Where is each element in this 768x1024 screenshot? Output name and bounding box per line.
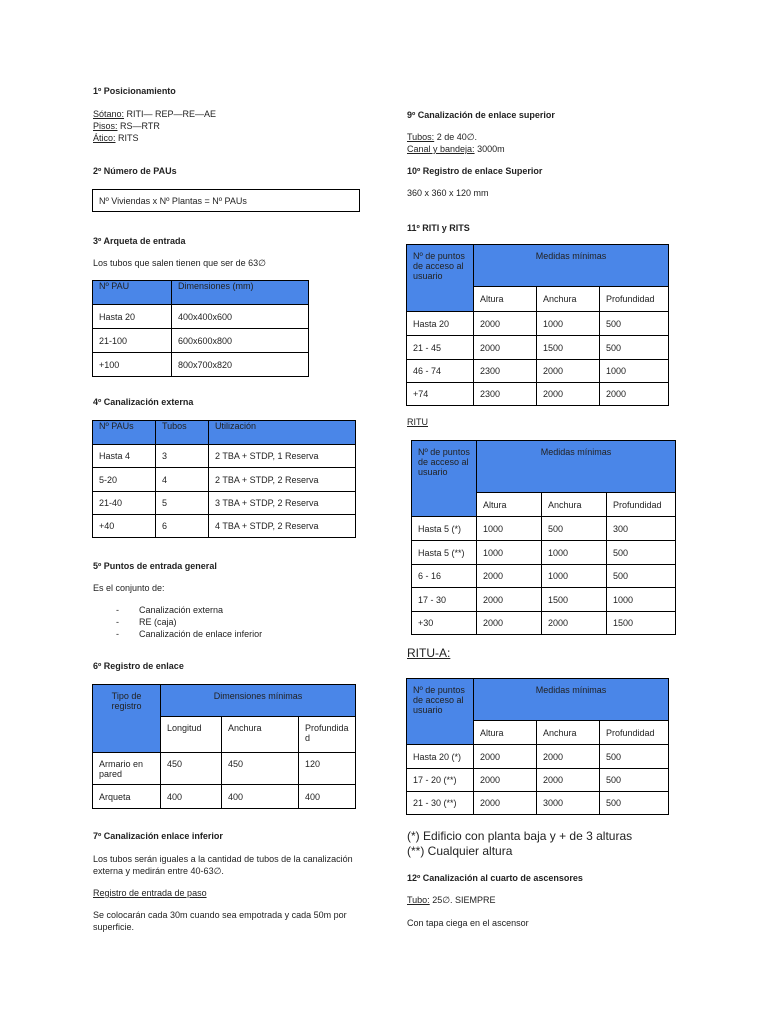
section-4-title: 4º Canalización externa bbox=[93, 397, 194, 407]
canal-label: Canal y bandeja: bbox=[407, 144, 475, 154]
tubo-value: 25∅. SIEMPRE bbox=[429, 895, 496, 905]
table-subheader: Profundidad bbox=[600, 287, 669, 312]
section-10-title: 10º Registro de enlace Superior bbox=[407, 166, 543, 176]
table-header: Nº de puntos de acceso al usuario bbox=[412, 441, 477, 517]
bullet-dash: - bbox=[116, 605, 119, 615]
sotano-label: Sótano: bbox=[93, 109, 125, 119]
tapa-ciega-text: Con tapa ciega en el ascensor bbox=[407, 918, 529, 928]
table-cell: 500 bbox=[600, 745, 669, 769]
registro-paso-heading: Registro de entrada de paso bbox=[93, 888, 207, 898]
table-subheader: Anchura bbox=[537, 721, 600, 745]
table-cell: 500 bbox=[600, 312, 669, 336]
table-cell: 2000 bbox=[477, 612, 542, 635]
table-cell: Hasta 20 bbox=[407, 312, 474, 336]
table-header-group: Medidas mínimas bbox=[474, 679, 669, 721]
table-cell: 500 bbox=[542, 517, 607, 541]
footnote: (**) Cualquier altura bbox=[407, 844, 513, 858]
table-cell: 5 bbox=[156, 492, 209, 515]
ritu-a-table bbox=[406, 678, 669, 815]
table-cell: 2000 bbox=[477, 588, 542, 612]
canal-value: 3000m bbox=[474, 144, 505, 154]
table-cell: 500 bbox=[600, 336, 669, 360]
table-cell: +40 bbox=[93, 515, 156, 538]
table-cell: 2000 bbox=[537, 383, 600, 406]
paragraph-line: Se colocarán cada 30m cuando sea empotrada y cada 50m por bbox=[93, 910, 347, 920]
table-cell: 2000 bbox=[537, 745, 600, 769]
tubo-label: Tubo: bbox=[407, 895, 430, 905]
tubos-value: 2 de 40∅. bbox=[434, 132, 478, 142]
table-cell: 2000 bbox=[477, 565, 542, 588]
table-cell: +74 bbox=[407, 383, 474, 406]
table-cell: 2000 bbox=[474, 769, 537, 792]
table-cell: 600x600x800 bbox=[172, 329, 309, 353]
table-cell: 2000 bbox=[474, 792, 537, 815]
arqueta-table bbox=[92, 280, 309, 377]
table-cell: 2300 bbox=[474, 383, 537, 406]
section-1-title: 1º Posicionamiento bbox=[93, 86, 176, 96]
atico-label: Ático: bbox=[93, 133, 116, 143]
table-header: Nº PAUs bbox=[93, 421, 156, 445]
table-cell: 1000 bbox=[537, 312, 600, 336]
table-cell: 1000 bbox=[477, 541, 542, 565]
section-5-title: 5º Puntos de entrada general bbox=[93, 561, 217, 571]
table-cell: Hasta 20 bbox=[93, 305, 172, 329]
table-cell: 2000 bbox=[537, 360, 600, 383]
table-header-group: Medidas mínimas bbox=[474, 245, 669, 287]
table-subheader: Anchura bbox=[537, 287, 600, 312]
table-cell: 400x400x600 bbox=[172, 305, 309, 329]
table-subheader: Longitud bbox=[161, 717, 222, 753]
table-header: Tubos bbox=[156, 421, 209, 445]
table-cell: Arqueta bbox=[93, 785, 161, 809]
table-cell: 500 bbox=[600, 792, 669, 815]
table-cell: 450 bbox=[222, 753, 299, 785]
table-cell: 2 TBA + STDP, 2 Reserva bbox=[209, 468, 356, 492]
table-cell: 1500 bbox=[607, 612, 676, 635]
table-cell: 1000 bbox=[542, 565, 607, 588]
table-cell: 1500 bbox=[537, 336, 600, 360]
table-cell: 2 TBA + STDP, 1 Reserva bbox=[209, 445, 356, 468]
pau-formula-box: Nº Viviendas x Nº Plantas = Nº PAUs bbox=[92, 189, 360, 212]
table-cell: 1000 bbox=[542, 541, 607, 565]
table-subheader: Altura bbox=[474, 287, 537, 312]
sotano-value: RITI— REP—RE—AE bbox=[124, 109, 217, 119]
table-header: Tipo de registro bbox=[93, 685, 161, 753]
table-cell: 6 bbox=[156, 515, 209, 538]
section-2-title: 2º Número de PAUs bbox=[93, 166, 177, 176]
pisos-label: Pisos: bbox=[93, 121, 118, 131]
table-cell: 800x700x820 bbox=[172, 353, 309, 377]
list-item: Canalización externa bbox=[139, 605, 224, 615]
table-cell: +100 bbox=[93, 353, 172, 377]
bullet-dash: - bbox=[116, 629, 119, 639]
table-header-group: Dimensiones mínimas bbox=[161, 685, 356, 717]
table-cell: 400 bbox=[161, 785, 222, 809]
footnote: (*) Edificio con planta baja y + de 3 alturas bbox=[407, 829, 633, 843]
canal-line bbox=[407, 144, 505, 154]
atico-value: RITS bbox=[115, 133, 139, 143]
table-cell: Hasta 5 (*) bbox=[412, 517, 477, 541]
table-header-group: Medidas mínimas bbox=[477, 441, 676, 493]
table-subheader: Altura bbox=[474, 721, 537, 745]
table-cell: 21-40 bbox=[93, 492, 156, 515]
table-cell: Hasta 20 (*) bbox=[407, 745, 474, 769]
table-cell: 3 TBA + STDP, 2 Reserva bbox=[209, 492, 356, 515]
table-cell: 300 bbox=[607, 517, 676, 541]
table-cell: Armario en pared bbox=[93, 753, 161, 785]
table-cell: +30 bbox=[412, 612, 477, 635]
arqueta-text: Los tubos que salen tienen que ser de 63∅ bbox=[93, 258, 266, 268]
table-cell: 2000 bbox=[537, 769, 600, 792]
table-cell: 46 - 74 bbox=[407, 360, 474, 383]
table-subheader: Profundidad bbox=[600, 721, 669, 745]
table-cell: 2300 bbox=[474, 360, 537, 383]
table-cell: 2000 bbox=[600, 383, 669, 406]
table-cell: 2000 bbox=[542, 612, 607, 635]
section-6-title: 6º Registro de enlace bbox=[93, 661, 184, 671]
table-cell: 1000 bbox=[600, 360, 669, 383]
pisos-line bbox=[93, 121, 160, 131]
table-cell: 500 bbox=[607, 541, 676, 565]
table-subheader: Profundidad bbox=[299, 717, 356, 753]
list-item: Canalización de enlace inferior bbox=[139, 629, 263, 639]
paragraph-line: superficie. bbox=[93, 922, 135, 932]
table-cell: 6 - 16 bbox=[412, 565, 477, 588]
table-header: Nº de puntos de acceso al usuario bbox=[407, 245, 474, 312]
table-subheader: Anchura bbox=[222, 717, 299, 753]
paragraph-line: externa y medirán entre 40-63∅. bbox=[93, 866, 224, 876]
table-cell: 3000 bbox=[537, 792, 600, 815]
ritu-title: RITU bbox=[407, 417, 428, 427]
canalizacion-externa-table bbox=[92, 420, 356, 538]
table-cell: 2000 bbox=[474, 336, 537, 360]
table-cell: 17 - 30 bbox=[412, 588, 477, 612]
registro-superior-dims: 360 x 360 x 120 mm bbox=[407, 188, 489, 198]
table-cell: 5-20 bbox=[93, 468, 156, 492]
table-cell: 21 - 45 bbox=[407, 336, 474, 360]
table-cell: 120 bbox=[299, 753, 356, 785]
table-cell: 21 - 30 (**) bbox=[407, 792, 474, 815]
tubos-label: Tubos: bbox=[407, 132, 435, 142]
section-9-title: 9º Canalización de enlace superior bbox=[407, 110, 555, 120]
table-cell: 4 bbox=[156, 468, 209, 492]
atico-line bbox=[93, 133, 139, 143]
tubos-line bbox=[407, 132, 477, 143]
table-cell: Hasta 4 bbox=[93, 445, 156, 468]
list-item: RE (caja) bbox=[139, 617, 177, 627]
section-11-title: 11º RITI y RITS bbox=[407, 223, 470, 233]
table-cell: 500 bbox=[607, 565, 676, 588]
conjunto-text: Es el conjunto de: bbox=[93, 583, 165, 593]
sotano-line bbox=[93, 109, 216, 119]
table-cell: 2000 bbox=[474, 312, 537, 336]
table-cell: 2000 bbox=[474, 745, 537, 769]
table-header: Dimensiones (mm) bbox=[172, 281, 309, 305]
section-12-title: 12º Canalización al cuarto de ascensores bbox=[407, 873, 583, 883]
table-header: Nº PAU bbox=[93, 281, 172, 305]
table-cell: 4 TBA + STDP, 2 Reserva bbox=[209, 515, 356, 538]
table-cell: 1000 bbox=[607, 588, 676, 612]
registro-enlace-table bbox=[92, 684, 356, 809]
bullet-dash: - bbox=[116, 617, 119, 627]
table-cell: 21-100 bbox=[93, 329, 172, 353]
table-header: Nº de puntos de acceso al usuario bbox=[407, 679, 474, 745]
table-cell: 400 bbox=[222, 785, 299, 809]
table-cell: Hasta 5 (**) bbox=[412, 541, 477, 565]
table-cell: 500 bbox=[600, 769, 669, 792]
table-subheader: Anchura bbox=[542, 493, 607, 517]
table-cell: 450 bbox=[161, 753, 222, 785]
table-cell: 1500 bbox=[542, 588, 607, 612]
table-subheader: Altura bbox=[477, 493, 542, 517]
ritu-a-title: RITU-A: bbox=[407, 646, 451, 660]
riti-rits-table bbox=[406, 244, 669, 406]
tubo-line bbox=[407, 895, 496, 906]
table-cell: 1000 bbox=[477, 517, 542, 541]
table-cell: 17 - 20 (**) bbox=[407, 769, 474, 792]
table-header: Utilización bbox=[209, 421, 356, 445]
table-cell: 3 bbox=[156, 445, 209, 468]
ritu-table bbox=[411, 440, 676, 635]
section-7-title: 7º Canalización enlace inferior bbox=[93, 831, 223, 841]
table-cell: 400 bbox=[299, 785, 356, 809]
paragraph-line: Los tubos serán iguales a la cantidad de tubos de la canalización bbox=[93, 854, 353, 864]
section-3-title: 3º Arqueta de entrada bbox=[93, 236, 186, 246]
table-subheader: Profundidad bbox=[607, 493, 676, 517]
pisos-value: RS—RTR bbox=[117, 121, 160, 131]
